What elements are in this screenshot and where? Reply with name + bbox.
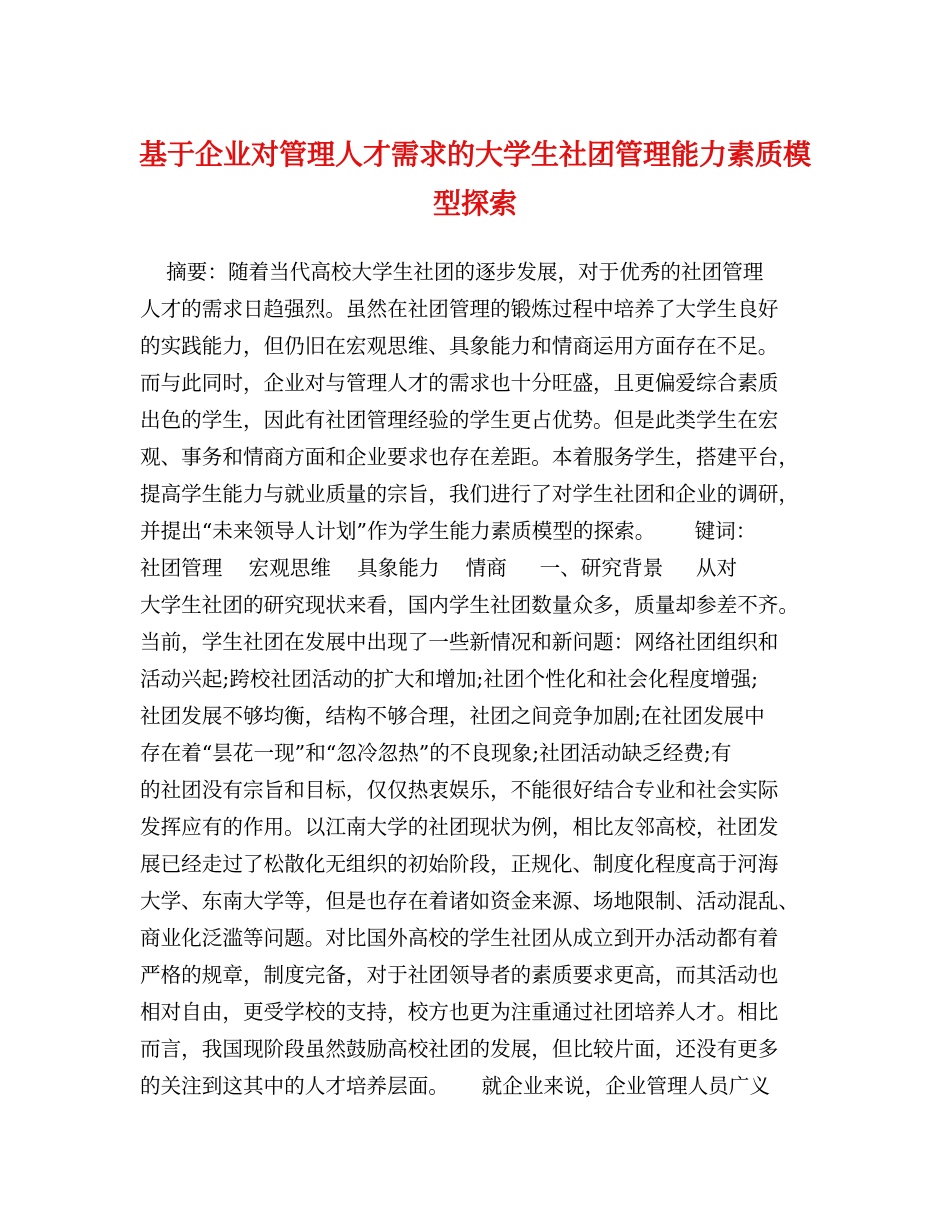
body-line: 商业化泛滥等问题。对比国外高校的学生社团从成立到开办活动都有着 (140, 926, 779, 950)
body-line: 而言，我国现阶段虽然鼓励高校社团的发展，但比较片面，还没有更多 (140, 1037, 779, 1061)
body-line: 相对自由，更受学校的支持，校方也更为注重通过社团培养人才。相比 (140, 1000, 779, 1024)
body-line: 的社团没有宗旨和目标，仅仅热衷娱乐，不能很好结合专业和社会实际 (140, 778, 779, 802)
body-line: 的关注到这其中的人才培养层面。 就企业来说，企业管理人员广义 (140, 1074, 770, 1098)
body-line: 而与此同时，企业对与管理人才的需求也十分旺盛，且更偏爱综合素质 (140, 371, 779, 395)
document-title (120, 130, 830, 228)
body-line: 展已经走过了松散化无组织的初始阶段，正规化、制度化程度高于河海 (140, 852, 779, 876)
body-line: 大学、东南大学等，但是也存在着诸如资金来源、场地限制、活动混乱、 (140, 889, 799, 913)
body-line: 观、事务和情商方面和企业要求也存在差距。本着服务学生，搭建平台， (140, 445, 799, 469)
body-line: 大学生社团的研究现状来看，国内学生社团数量众多，质量却参差不齐。 (140, 593, 799, 617)
body-line: 严格的规章，制度完备，对于社团领导者的素质要求更高，而其活动也 (140, 963, 779, 987)
document-body (140, 254, 830, 1105)
body-line: 社团发展不够均衡，结构不够合理，社团之间竞争加剧;在社团发展中 (140, 704, 765, 728)
body-line: 的实践能力，但仍旧在宏观思维、具象能力和情商运用方面存在不足。 (140, 334, 779, 358)
body-line: 并提出“未来领导人计划”作为学生能力素质模型的探索。 键词： (140, 519, 757, 543)
body-line: 提高学生能力与就业质量的宗旨，我们进行了对学生社团和企业的调研， (140, 482, 799, 506)
title-line: 基于企业对管理人才需求的大学生社团管理能力素质模 (138, 138, 811, 171)
body-line: 人才的需求日趋强烈。虽然在社团管理的锻炼过程中培养了大学生良好 (140, 297, 779, 321)
title-line: 型探索 (432, 187, 517, 220)
body-line: 社团管理 宏观思维 具象能力 情商 一、研究背景 从对 (140, 556, 738, 580)
body-line: 存在着“昙花一现”和“忽冷忽热”的不良现象;社团活动缺乏经费;有 (140, 741, 732, 765)
body-line: 当前，学生社团在发展中出现了一些新情况和新问题：网络社团组织和 (140, 630, 779, 654)
body-line: 活动兴起;跨校社团活动的扩大和增加;社团个性化和社会化程度增强; (140, 667, 759, 691)
body-line: 发挥应有的作用。以江南大学的社团现状为例，相比友邻高校，社团发 (140, 815, 779, 839)
body-line: 摘要：随着当代高校大学生社团的逐步发展，对于优秀的社团管理 (140, 260, 764, 284)
body-line: 出色的学生，因此有社团管理经验的学生更占优势。但是此类学生在宏 (140, 408, 779, 432)
